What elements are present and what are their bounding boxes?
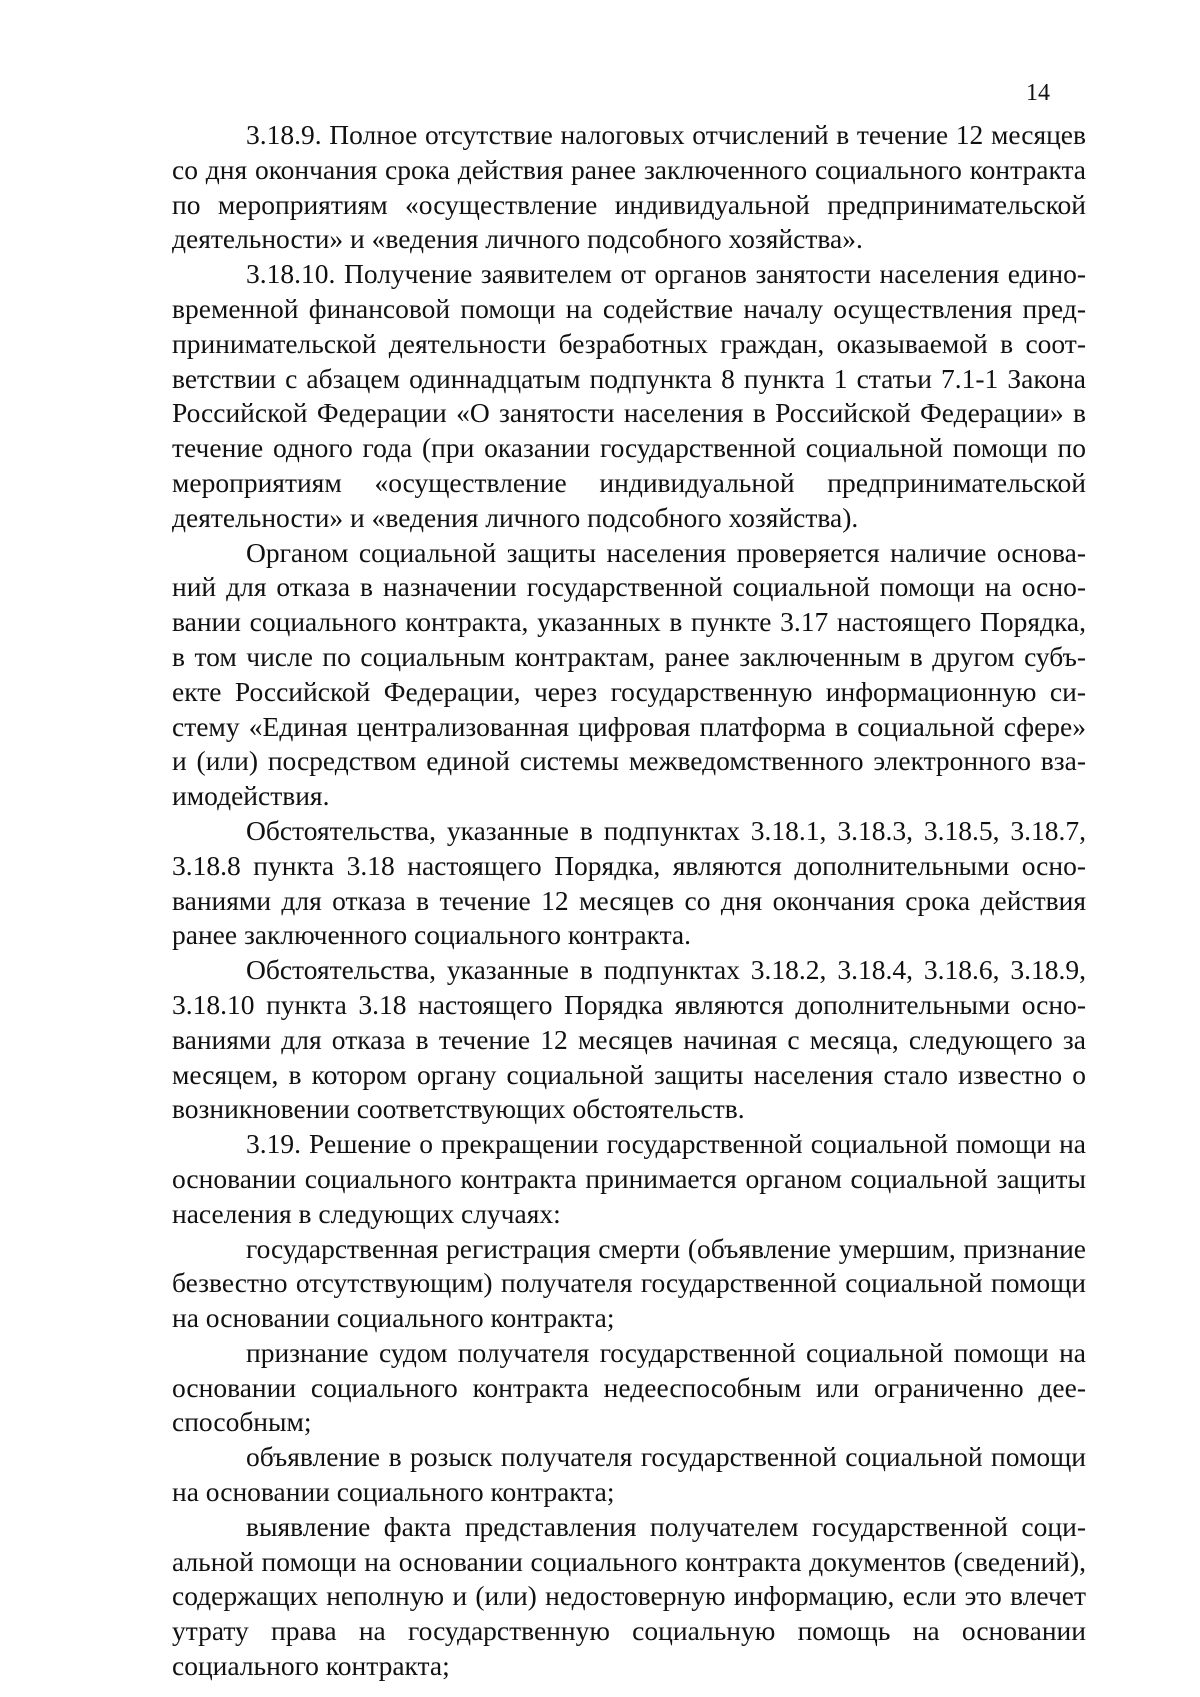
list-item-false-information: выявление факта представления получателем государственной социальной помощи на основании социального контракта документов (сведений), содержащих неполную и (или) недостоверную информацию, если это влечет утрату права на государственную социальную помощь на основании социального контракта;	[172, 1510, 1086, 1682]
paragraph-verification: Органом социальной защиты населения проверяется наличие оснований для отказа в назначении государственной социальной помощи на основании социального контракта, указанных в пункте 3.17 настоящего Порядка, в том числе по социальным контрактам, ранее заключенным в другом субъекте Российской Федерации, через государственную информационную систему «Единая централизованная цифровая платформа в социальной сфере» и (или) посредством единой системы межведомственного электронного взаимодействия.	[172, 536, 1086, 812]
document-body	[172, 118, 1086, 1684]
paragraph-circumstances-1: Обстоятельства, указанные в подпунктах 3.18.1, 3.18.3, 3.18.5, 3.18.7, 3.18.8 пункта 3.18 настоящего Порядка, являются дополнительными основаниями для отказа в течение 12 месяцев со дня окончания срока действия ранее заключенного социального контракта.	[172, 814, 1086, 951]
paragraph-circumstances-2: Обстоятельства, указанные в подпунктах 3.18.2, 3.18.4, 3.18.6, 3.18.9, 3.18.10 пункта 3.18 настоящего Порядка являются дополнительными основаниями для отказа в течение 12 месяцев начиная с месяца, следующего за месяцем, в котором органу социальной защиты населения стало известно о возникновении соответствующих обстоятельств.	[172, 954, 1086, 1125]
paragraph-3-18-10: 3.18.10. Получение заявителем от органов занятости населения единовременной финансовой помощи на содействие началу осуществления предпринимательской деятельности безработных граждан, оказываемой в соответствии с абзацем одиннадцатым подпункта 8 пункта 1 статьи 7.1-1 Закона Российской Федерации «О занятости населения в Российской Федерации» в течение одного года (при оказании государственной социальной помощи по мероприятиям «осуществление индивидуальной предпринимательской деятельности» и «ведения личного подсобного хозяйства).	[172, 258, 1086, 533]
list-item-wanted: объявление в розыск получателя государственной социальной помощи на основании социального контракта;	[172, 1441, 1086, 1508]
list-item-death-registration: государственная регистрация смерти (объявление умершим, признание безвестно отсутствующим) получателя государственной социальной помощи на основании социального контракта;	[172, 1232, 1086, 1334]
paragraph-3-19: 3.19. Решение о прекращении государственной социальной помощи на основании социального контракта принимается органом социальной защиты населения в следующих случаях:	[172, 1128, 1086, 1229]
page-number: 14	[1026, 80, 1050, 106]
list-item-incapacity: признание судом получателя государственной социальной помощи на основании социального контракта недееспособным или ограниченно дееспособным;	[172, 1336, 1086, 1438]
paragraph-3-18-9: 3.18.9. Полное отсутствие налоговых отчислений в течение 12 месяцев со дня окончания срока действия ранее заключенного социального контракта по мероприятиям «осуществление индивидуальной предпринимательской деятельности» и «ведения личного подсобного хозяйства».	[172, 119, 1086, 255]
